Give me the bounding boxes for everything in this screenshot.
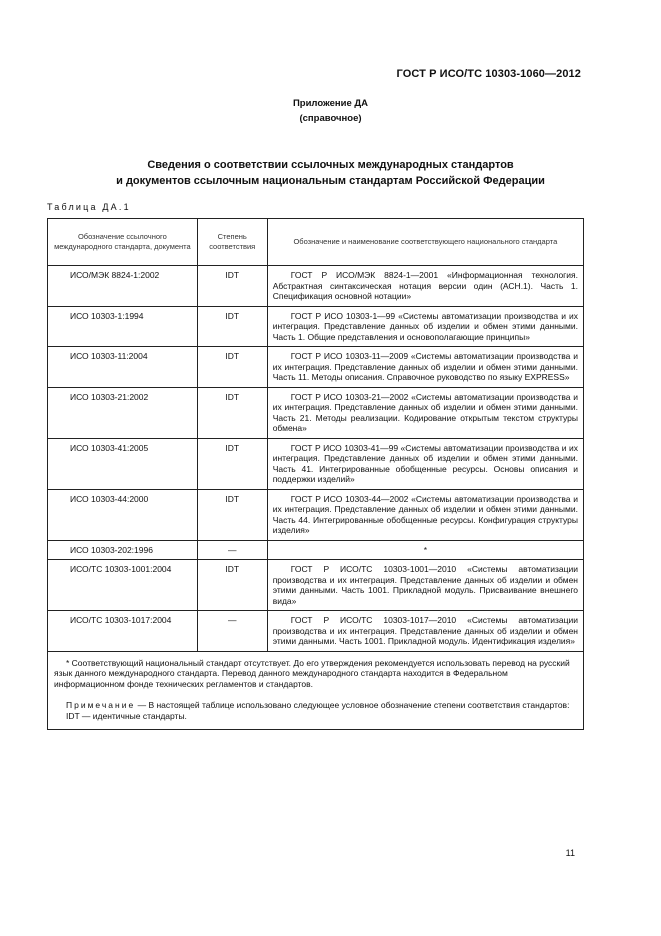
cell-degree: IDT xyxy=(197,489,267,540)
cell-national xyxy=(267,489,583,540)
cell-intl: ИСО 10303-44:2000 xyxy=(48,489,198,540)
table-header-row xyxy=(48,219,584,266)
cell-intl: ИСО/ТС 10303-1001:2004 xyxy=(48,560,198,611)
cell-national xyxy=(267,560,583,611)
table-row xyxy=(48,306,584,347)
cell-national-text: ГОСТ Р ИСО 10303-21—2002 «Системы автоматизации производства и их интеграция. Представление данных об изделии и обмен этими данными. Часть 21. Методы реализации. Кодирование открытым текстом структуры обмена» xyxy=(272,391,578,433)
note-idt-definition: IDT — идентичные стандарты. xyxy=(66,710,187,721)
table-row xyxy=(48,611,584,652)
cell-national-text: ГОСТ Р ИСО 10303-1—99 «Системы автоматизации производства и их интеграция. Представление данных об изделии и обмен этими данными. Часть 1. Общие представления и основополагающие принципы» xyxy=(272,310,578,342)
cell-degree: — xyxy=(197,611,267,652)
table-row xyxy=(48,438,584,489)
cell-national-footnote-mark: * xyxy=(267,540,583,560)
cell-degree: IDT xyxy=(197,266,267,307)
table-row xyxy=(48,347,584,388)
annex-subtitle: (справочное) xyxy=(299,113,362,124)
header-national-standard: Обозначение и наименование соответствующего национального стандарта xyxy=(267,219,583,266)
cell-national xyxy=(267,438,583,489)
cell-national xyxy=(267,306,583,347)
table-row xyxy=(48,266,584,307)
cell-intl: ИСО 10303-11:2004 xyxy=(48,347,198,388)
section-title-line-2: и документов ссылочным национальным стандартам Российской Федерации xyxy=(116,175,545,187)
cell-intl: ИСО 10303-41:2005 xyxy=(48,438,198,489)
note xyxy=(54,700,577,711)
cell-intl: ИСО/ТС 10303-1017:2004 xyxy=(48,611,198,652)
note-text: — В настоящей таблице использовано следующее условное обозначение степени соответствия стандартов: xyxy=(137,700,570,710)
page-number: 11 xyxy=(565,848,575,858)
cell-degree: — xyxy=(197,540,267,560)
cell-national xyxy=(267,387,583,438)
table-footer-row xyxy=(48,651,584,730)
correspondence-table xyxy=(47,218,584,730)
cell-national xyxy=(267,347,583,388)
document-code: ГОСТ Р ИСО/ТС 10303-1060—2012 xyxy=(396,68,581,80)
cell-national-text: ГОСТ Р ИСО 10303-44—2002 «Системы автоматизации производства и их интеграция. Представление данных об изделии и обмен этими данными. Часть 44. Интегрированные обобщенные ресурсы. Конфигурация структуры изделия» xyxy=(272,493,578,535)
cell-national-text: ГОСТ Р ИСО/ТС 10303-1017—2010 «Системы автоматизации производства и их интеграция. Представление данных об изделии и обмен этими данными. Часть 1001. Прикладной модуль. Идентификация изделия» xyxy=(272,615,578,646)
annex-heading xyxy=(0,96,661,126)
cell-degree: IDT xyxy=(197,347,267,388)
section-title-line-1: Сведения о соответствии ссылочных международных стандартов xyxy=(147,159,514,171)
cell-national-text: ГОСТ Р ИСО 10303-11—2009 «Системы автоматизации производства и их интеграция. Представление данных об изделии и обмен этими данными. Часть 11. Методы описания. Справочное руководство по языку EXPRESS» xyxy=(272,351,578,382)
header-intl-standard: Обозначение ссылочного международного стандарта, документа xyxy=(48,219,198,266)
cell-degree: IDT xyxy=(197,387,267,438)
annex-title: Приложение ДА xyxy=(292,98,369,109)
table-caption: Таблица ДА.1 xyxy=(47,202,131,212)
cell-intl: ИСО 10303-1:1994 xyxy=(48,306,198,347)
cell-degree: IDT xyxy=(197,306,267,347)
table-row xyxy=(48,540,584,560)
header-degree: Степень соответствия xyxy=(197,219,267,266)
cell-national xyxy=(267,266,583,307)
cell-national xyxy=(267,611,583,652)
cell-intl: ИСО/МЭК 8824-1:2002 xyxy=(48,266,198,307)
note-label: Примечание xyxy=(66,700,136,710)
cell-intl: ИСО 10303-202:1996 xyxy=(48,540,198,560)
cell-national-text: ГОСТ Р ИСО/ТС 10303-1001—2010 «Системы автоматизации производства и их интеграция. Представление данных об изделии и обмен этими данными. Часть 1001. Прикладной модуль. Присваивание внешнего вида» xyxy=(272,564,578,606)
table-row xyxy=(48,489,584,540)
table-row xyxy=(48,560,584,611)
cell-degree: IDT xyxy=(197,560,267,611)
footnote-text: * Соответствующий национальный стандарт отсутствует. До его утверждения рекомендуется использовать перевод на русский язык данного международного стандарта. Перевод данного международного стандарта находится в Федеральном информационном фонде технических регламентов и стандартов. xyxy=(54,657,570,689)
cell-national-text: ГОСТ Р ИСО/МЭК 8824-1—2001 «Информационная технология. Абстрактная синтаксическая нотация версии один (АСН.1). Часть 1. Спецификация основной нотации» xyxy=(272,270,578,301)
table-row xyxy=(48,387,584,438)
cell-intl: ИСО 10303-21:2002 xyxy=(48,387,198,438)
table-footnotes xyxy=(48,651,584,730)
section-title xyxy=(0,157,661,189)
cell-national-text: ГОСТ Р ИСО 10303-41—99 «Системы автоматизации производства и их интеграция. Представление данных об изделии и обмен этими данными. Часть 41. Интегрированные обобщенные ресурсы. Основы описания и поддержки изделий» xyxy=(272,442,578,484)
cell-degree: IDT xyxy=(197,438,267,489)
